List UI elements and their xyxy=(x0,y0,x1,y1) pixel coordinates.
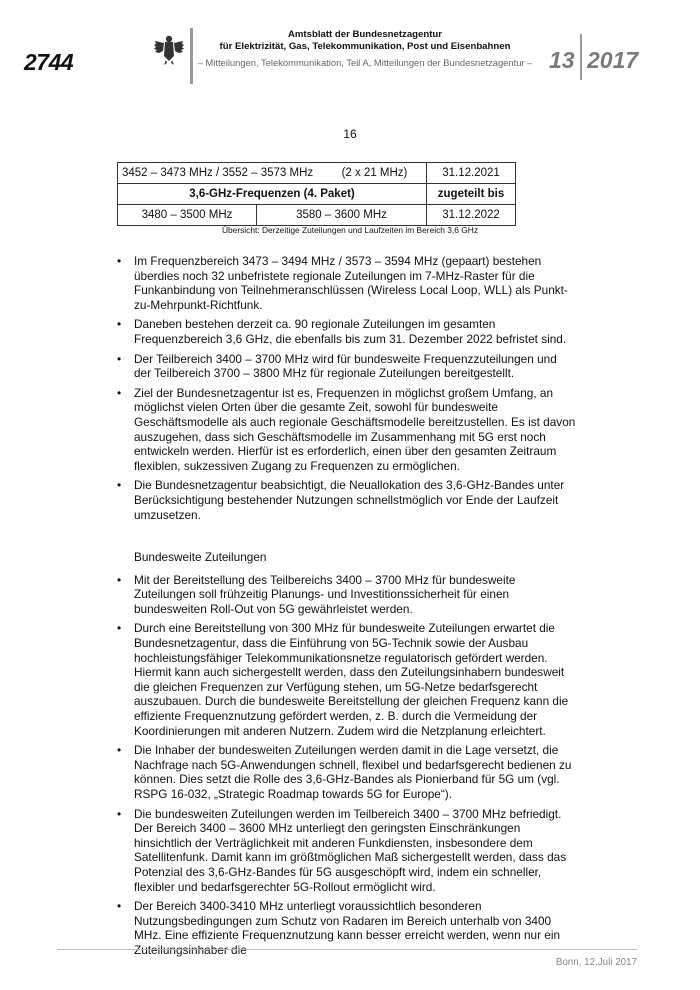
table-cell: 31.12.2021 xyxy=(427,163,516,184)
list-item xyxy=(117,621,577,738)
list-item-text: Der Bereich 3400-3410 MHz unterliegt voraussichtlich besonderen Nutzungsbedingungen zum Schutz von Radaren im Bereich unterhalb von 3400 MHz. Eine effiziente Frequenznutzung kann besser erreicht werden, wenn nur ein xyxy=(134,899,561,943)
bullet-icon: • xyxy=(117,621,122,636)
federal-eagle-icon xyxy=(152,32,186,66)
list-item xyxy=(117,478,577,522)
list-item-text: Die Bundesnetzagentur beabsichtigt, die Neuallokation des 3,6-GHz-Bandes unter Berücksichtigung bestehender Nutzungen schnellstmöglich vor Ende der Laufzeit umzusetzen. xyxy=(134,478,565,522)
list-item-text: Ziel der Bundesnetzagentur ist es, Frequenzen in möglichst großem Umfang, an möglichst vielen Orten über die gesamte Zeit, sowohl für bundesweite Geschäftsmodelle als auch regionale Geschäftsmodelle bereitzustellen. Es ist davon auszugehen, dass sich Geschäftsmodelle im Zusammenhang mit 5G erst noch entwickeln werden. Hierfür ist es erforderlich, einen über den gesamten Zeitraum flexiblen, sukzessiven Zugang zu Frequenzen zu ermöglichen. xyxy=(134,385,576,473)
bullet-icon: • xyxy=(117,572,122,587)
list-item xyxy=(117,317,577,346)
table-cell xyxy=(118,163,427,184)
bullet-icon: • xyxy=(117,385,122,400)
list-item-text: Durch eine Bereitstellung von 300 MHz für bundesweite Zuteilungen erwartet die Bundesnetzagentur, dass die Einführung von 5G-Technik sowie der Ausbau hochleistungsfähiger Telekommunikationsnetze regulatorisch gefördert werden. Hiermit kann auch sichergestellt werden, dass den Zuteilungsinhabern bundesweit die gleichen Frequenzen zur Verfügung stehen, um 5G-Netze bedarfsgerecht auszubauen. Durch die bundesweite Bereitstellung der gleichen Frequenz kann die effiziente Frequenznutzung gefördert werden, z. B. durch die Vermeidung der Koordinierungen mit anderen Nutzern. Zudem wird die Netzplanung erleichtert. xyxy=(134,621,569,738)
list-item-text: Die bundesweiten Zuteilungen werden im Teilbereich 3400 – 3700 MHz befriedigt. Der Bereich 3400 – 3600 MHz unterliegt den geringsten Einschränkungen hinsichtlich der Verträglichkeit mit anderen Funkdiensten, insbesondere dem Satellitenfunk. Damit kann im größtmöglichen Maß sichergestellt werden, dass das Potenzial des 3,6-GHz-Bandes für 5G ausgeschöpft wird, indem ein schneller, flexibler und bedarfsgerechter 5G-Rollout ermöglicht wird. xyxy=(134,806,567,894)
gazette-title-line-1: Amtsblatt der Bundesnetzagentur xyxy=(287,29,443,40)
gazette-title-line-2: für Elektrizität, Gas, Telekommunikation, Post und Eisenbahnen xyxy=(219,41,511,52)
issue-year-divider xyxy=(580,34,582,80)
table-row xyxy=(118,163,516,184)
issue-number: 13 xyxy=(549,47,575,73)
table-cell: 31.12.2022 xyxy=(427,205,516,226)
bullet-icon: • xyxy=(117,317,122,332)
list-item-text: Mit der Bereitstellung des Teilbereichs 3400 – 3700 MHz für bundesweite Zuteilungen soll frühzeitig Planungs- und Investitionssicherheit für einen bundesweiten Roll-Out von 5G gewährleistet werden. xyxy=(134,572,516,616)
bullet-icon: • xyxy=(117,899,122,914)
table-row xyxy=(118,184,516,205)
bullet-icon: • xyxy=(117,743,122,758)
bullet-icon: • xyxy=(117,478,122,493)
footer-divider xyxy=(57,949,637,950)
list-item xyxy=(117,352,577,381)
frequency-table xyxy=(117,162,516,226)
list-item-text: Im Frequenzbereich 3473 – 3494 MHz / 3573 – 3594 MHz (gepaart) bestehen überdies noch 32 unbefristete regionale Zuteilungen im 7-MHz-Raster für die Funkanbindung von Teilnehmeranschlüssen (Wireless Local Loop, WLL) als Punkt-zu-Mehrpunkt-Richtfunk. xyxy=(134,254,568,312)
table-heading: zugeteilt bis xyxy=(427,184,516,205)
list-item xyxy=(117,743,577,801)
bullet-icon: • xyxy=(117,254,122,268)
range-note: (2 x 21 MHz) xyxy=(341,167,408,179)
table-cell: 3480 – 3500 MHz xyxy=(118,205,257,226)
header-divider xyxy=(190,28,193,84)
table-heading: 3,6-GHz-Frequenzen (4. Paket) xyxy=(118,184,427,205)
gazette-subtitle: – Mitteilungen, Telekommunikation, Teil A, Mitteilungen der Bundesnetzagentur – xyxy=(197,57,533,68)
list-item xyxy=(117,807,577,895)
body-text xyxy=(117,254,577,963)
list-item xyxy=(117,573,577,617)
document-page-number: 16 xyxy=(343,127,357,141)
bullet-icon: • xyxy=(117,351,122,366)
list-item-text: Die Inhaber der bundesweiten Zuteilungen werden damit in die Lage versetzt, die Nachfrage nach 5G-Anwendungen schnell, flexibel und bedarfsgerecht bedienen zu können. Dies setzt die Rolle des 3,6-GHz-Bandes als Pionierband für 5G um (vgl. RSPG 16-032, „Strategic Roadmap towards 5G for Europe“). xyxy=(134,743,572,801)
issue-year: 2017 xyxy=(587,47,639,73)
range-text: 3452 – 3473 MHz / 3552 – 3573 MHz xyxy=(122,167,314,179)
table-caption: Übersicht: Derzeitige Zuteilungen und Laufzeiten im Bereich 3,6 GHz xyxy=(221,225,479,235)
list-item-text: Der Teilbereich 3400 – 3700 MHz wird für bundesweite Frequenzzuteilungen und der Teilbereich 3700 – 3800 MHz für regionale Zuteilungen bereitgestellt. xyxy=(134,351,557,381)
list-item-text: Daneben bestehen derzeit ca. 90 regionale Zuteilungen im gesamten Frequenzbereich 3,6 GHz, die ebenfalls bis zum 31. Dezember 2022 befristet sind. xyxy=(134,317,567,346)
table-cell: 3580 – 3600 MHz xyxy=(257,205,427,226)
table-row xyxy=(118,205,516,226)
gazette-title xyxy=(195,29,535,53)
section-heading: Bundesweite Zuteilungen xyxy=(134,550,267,565)
list-item xyxy=(117,386,577,474)
footer-date: Bonn, 12.Juli 2017 xyxy=(555,957,637,968)
list-item xyxy=(117,254,577,312)
gazette-page-number: 2744 xyxy=(24,49,74,75)
bullet-icon: • xyxy=(117,806,122,821)
